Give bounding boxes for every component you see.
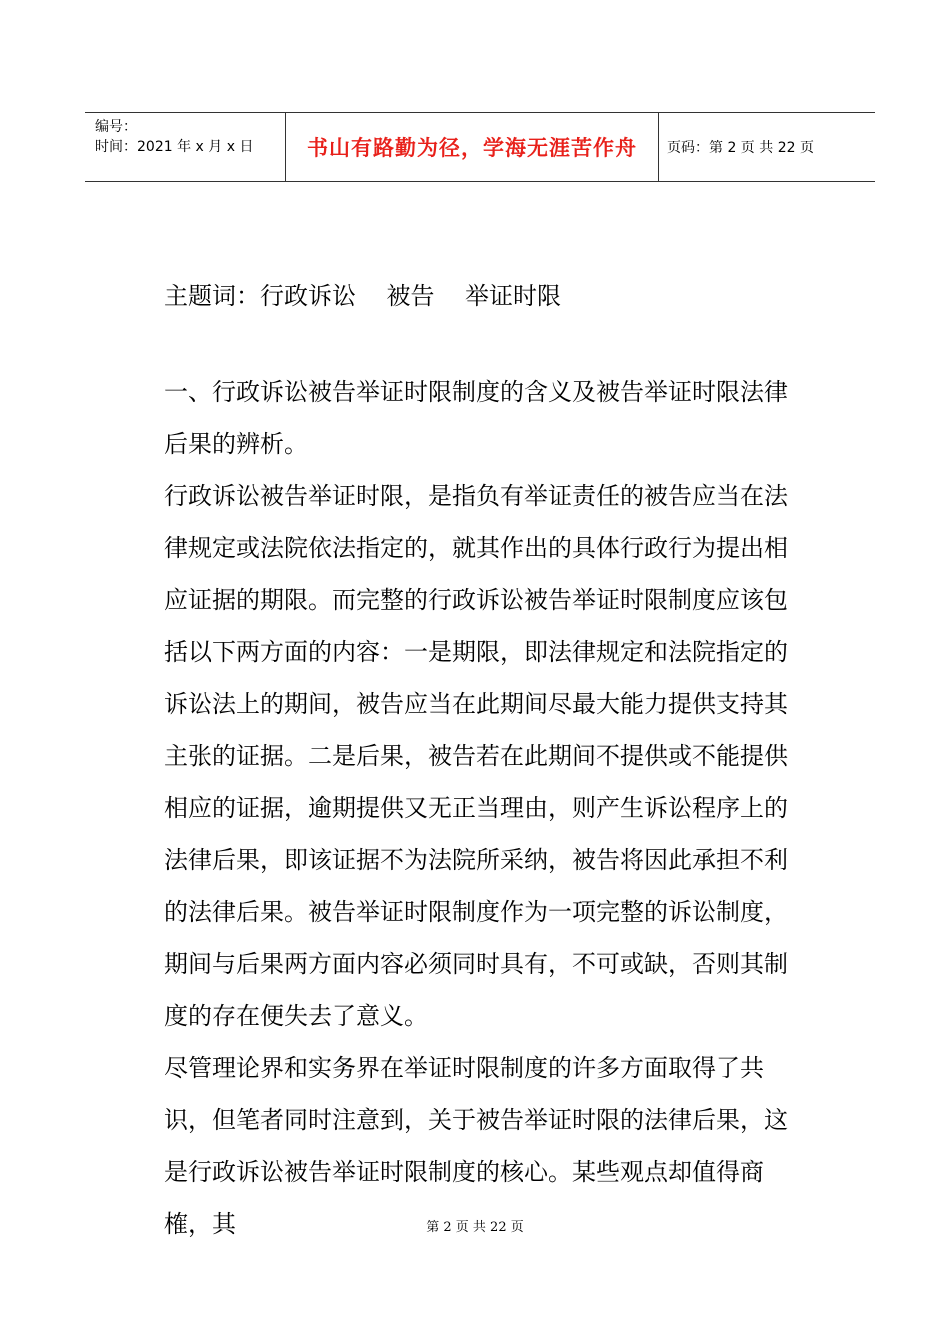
body-paragraph: 尽管理论界和实务界在举证时限制度的许多方面取得了共识，但笔者同时注意到，关于被告举证时限的法律后果，这是行政诉讼被告举证时限制度的核心。某些观点却值得商榷，其 [164, 1054, 788, 1238]
header-page-label: 页码：第 2 页 共 22 页 [667, 140, 814, 156]
page-footer: 第 2 页 共 22 页 [426, 1220, 524, 1235]
header-meta [95, 117, 285, 157]
number-label: 编号： [95, 119, 137, 135]
time-label: 时间：2021 年 x 月 x 日 [95, 139, 254, 155]
keywords-line: 主题词：行政诉讼 被告 举证时限 [164, 282, 562, 310]
document-header [85, 112, 875, 182]
header-motto: 书山有路勤为径，学海无涯苦作舟 [307, 136, 637, 160]
header-divider [658, 113, 659, 181]
body-paragraph: 行政诉讼被告举证时限，是指负有举证责任的被告应当在法律规定或法院依法指定的，就其作出的具体行政行为提出相应证据的期限。而完整的行政诉讼被告举证时限制度应该包括以下两方面的内容：一是期限，即法律规定和法院指定的诉讼法上的期间，被告应当在此期间尽最大能力提供支持其主张的证据。二是后果，被告若在此期间不提供或不能提供相应的证据，逾期提供又无正当理由，则产生诉讼程序上的法律后果，即该证据不为法院所采纳，被告将因此承担不利的法律后果。被告举证时限制度作为一项完整的诉讼制度，期间与后果两方面内容必须同时具有，不可或缺，否则其制度的存在便失去了意义。 [164, 482, 788, 1030]
section-heading: 一、行政诉讼被告举证时限制度的含义及被告举证时限法律后果的辨析。 [164, 378, 788, 458]
document-body [164, 272, 804, 1250]
